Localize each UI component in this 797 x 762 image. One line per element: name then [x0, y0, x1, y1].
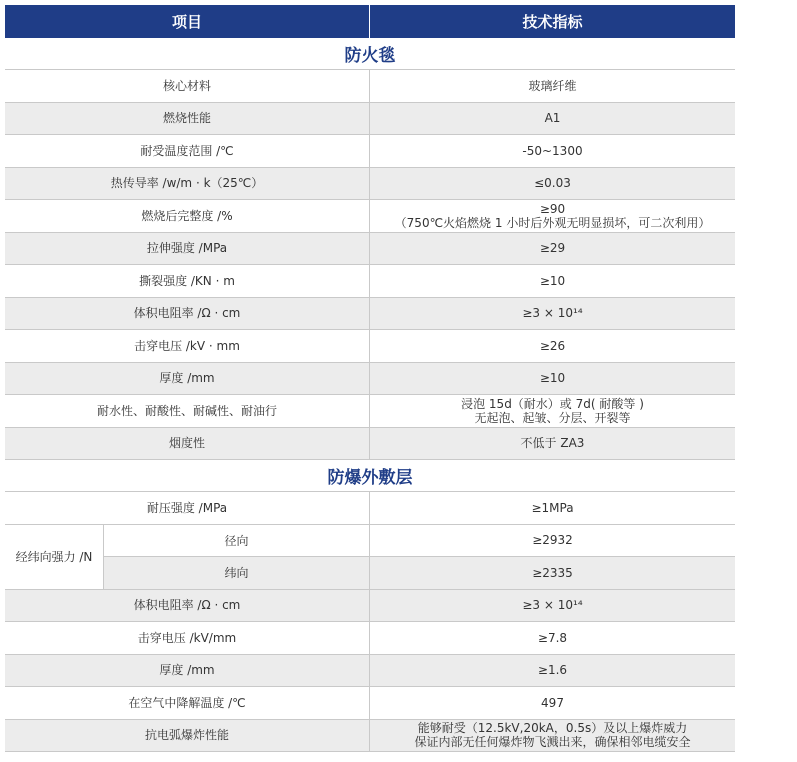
row-value-line: 无起泡、起皱、分层、开裂等 — [474, 410, 631, 425]
table-row — [5, 168, 735, 201]
table-row — [5, 492, 735, 525]
row-value-line: 497 — [541, 695, 564, 710]
table-row — [5, 233, 735, 266]
row-item: 核心材料 — [5, 70, 370, 102]
row-item: 耐压强度 /MPa — [5, 492, 370, 524]
row-value-line: -50~1300 — [522, 143, 583, 158]
table-row — [104, 525, 735, 557]
section-title-blanket: 防火毯 — [5, 38, 735, 70]
table-row — [5, 622, 735, 655]
table-row — [5, 687, 735, 720]
row-value: ≥2335 — [532, 565, 573, 580]
table-row — [5, 363, 735, 396]
spec-table — [5, 5, 735, 752]
row-value — [370, 298, 735, 330]
row-value — [370, 103, 735, 135]
row-value — [370, 168, 735, 200]
group-label: 经纬向强力 /N — [5, 525, 104, 589]
row-item: 体积电阻率 /Ω · cm — [5, 298, 370, 330]
row-value — [370, 200, 735, 232]
coating-rows-b — [5, 590, 735, 753]
section-title-coating: 防爆外敷层 — [5, 460, 735, 492]
row-item: 抗电弧爆炸性能 — [5, 720, 370, 752]
row-value-line: ≤0.03 — [534, 176, 571, 191]
row-value-line: 不低于 ZA3 — [520, 436, 585, 451]
row-item: 厚度 /mm — [5, 655, 370, 687]
row-value — [370, 590, 735, 622]
warp-weft-group — [5, 525, 735, 590]
row-value-line: ≥3 × 10¹⁴ — [522, 306, 583, 321]
row-value — [370, 233, 735, 265]
row-value-line: ≥10 — [539, 273, 566, 288]
row-value-line: 浸泡 15d（耐水）或 7d( 耐酸等 ) — [461, 396, 644, 411]
row-value — [370, 720, 735, 752]
row-value-line: ≥1.6 — [537, 663, 568, 678]
row-item: 燃烧后完整度 /% — [5, 200, 370, 232]
row-value — [370, 687, 735, 719]
group-subrows — [104, 525, 735, 589]
row-value — [370, 622, 735, 654]
row-value — [370, 395, 735, 427]
table-row — [5, 135, 735, 168]
row-value — [370, 363, 735, 395]
table-row — [5, 720, 735, 753]
row-item: 拉伸强度 /MPa — [5, 233, 370, 265]
row-value-line: 能够耐受（12.5kV,20kA，0.5s）及以上爆炸威力 — [417, 721, 688, 736]
row-value — [370, 70, 735, 102]
row-item: 击穿电压 /kV · mm — [5, 330, 370, 362]
header-spec: 技术指标 — [522, 13, 583, 31]
table-header — [5, 5, 735, 38]
row-value-line: 玻璃纤维 — [528, 78, 577, 93]
row-item: 厚度 /mm — [5, 363, 370, 395]
table-row — [5, 428, 735, 461]
table-row — [5, 330, 735, 363]
row-value — [370, 135, 735, 167]
row-value — [370, 655, 735, 687]
header-item: 项目 — [5, 5, 370, 38]
row-value: ≥2932 — [532, 533, 573, 548]
table-row — [104, 556, 735, 589]
row-value — [370, 330, 735, 362]
row-value-line: 保证内部无任何爆炸物飞溅出来，确保相邻电缆安全 — [414, 735, 691, 750]
row-item: 耐水性、耐酸性、耐碱性、耐油行 — [5, 395, 370, 427]
row-value — [370, 265, 735, 297]
row-value-line: ≥29 — [539, 241, 566, 256]
table-row — [5, 655, 735, 688]
row-value-line: ≥10 — [539, 371, 566, 386]
blanket-rows — [5, 70, 735, 460]
row-item: 热传导率 /w/m · k（25℃） — [5, 168, 370, 200]
row-value-line: ≥26 — [539, 338, 566, 353]
row-item: 烟度性 — [5, 428, 370, 460]
row-item: 耐受温度范围 /℃ — [5, 135, 370, 167]
row-item: 体积电阻率 /Ω · cm — [5, 590, 370, 622]
row-value — [370, 492, 735, 524]
table-row — [5, 395, 735, 428]
row-item: 击穿电压 /kV/mm — [5, 622, 370, 654]
row-value-line: ≥90 — [539, 201, 566, 216]
row-value-line: ≥7.8 — [537, 630, 568, 645]
row-value-line: ≥3 × 10¹⁴ — [522, 598, 583, 613]
row-value-line: A1 — [544, 111, 561, 126]
row-value — [370, 428, 735, 460]
row-item: 燃烧性能 — [5, 103, 370, 135]
row-value-line: ≥1MPa — [531, 500, 574, 515]
table-row — [5, 103, 735, 136]
row-item: 在空气中降解温度 /℃ — [5, 687, 370, 719]
coating-rows-a — [5, 492, 735, 525]
row-item: 撕裂强度 /KN · m — [5, 265, 370, 297]
row-item: 径向 — [104, 525, 370, 557]
table-row — [5, 265, 735, 298]
table-row — [5, 200, 735, 233]
table-row — [5, 70, 735, 103]
table-row — [5, 590, 735, 623]
row-value-line: （750℃火焰燃烧 1 小时后外观无明显损坏，可二次利用） — [394, 215, 711, 230]
table-row — [5, 298, 735, 331]
row-item: 纬向 — [104, 557, 370, 589]
